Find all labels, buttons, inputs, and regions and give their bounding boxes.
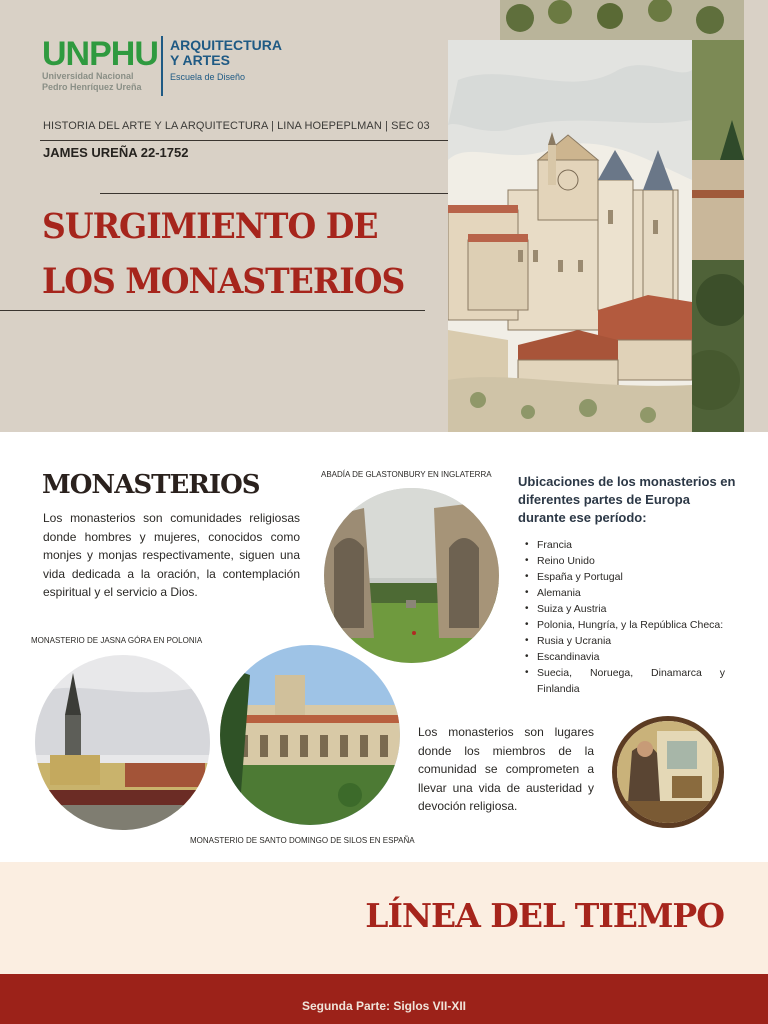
course-info: HISTORIA DEL ARTE Y LA ARQUITECTURA | LINA HOEPEPLMAN | SEC 03: [43, 120, 430, 132]
intro-paragraph: Los monasterios son comunidades religiosas donde hombres y mujeres, conocidos como monjes y monjas respectivamente, siguen una vida dedicada a la oración, la contemplación espiritual y el servicio a Dios.: [43, 511, 300, 599]
caption-jasna-gora: MONASTERIO DE JASNA GÓRA EN POLONIA: [31, 636, 203, 645]
caption-silos: MONASTERIO DE SANTO DOMINGO DE SILOS EN ESPAÑA: [190, 836, 415, 845]
list-item: • España y Portugal: [524, 569, 725, 585]
logo-faculty-line-1: ARQUITECTURA: [170, 37, 282, 53]
locations-heading: Ubicaciones de los monasterios en diferentes partes de Europa durante ese período:: [518, 474, 736, 525]
header-section: [0, 0, 768, 432]
divider-line: [0, 310, 425, 311]
list-item: • Alemania: [524, 585, 725, 601]
logo-wordmark: UNPHU: [42, 35, 158, 73]
list-item: • Francia: [524, 537, 725, 553]
logo-university-line-1: Universidad Nacional: [42, 71, 134, 81]
divider-line: [40, 140, 448, 141]
monk-painting-medallion: [612, 716, 724, 828]
timeline-subtitle: Segunda Parte: Siglos VII-XII: [301, 999, 467, 1013]
student-name: JAMES UREÑA 22-1752: [43, 145, 189, 160]
title-line-1: SURGIMIENTO DE: [42, 205, 378, 247]
list-item: • Rusia y Ucrania: [524, 633, 725, 649]
unphu-logo: [42, 36, 292, 98]
timeline-title: LÍNEA DEL TIEMPO: [365, 896, 724, 935]
list-item: • Polonia, Hungría, y la República Checa:: [524, 617, 725, 633]
logo-divider: [161, 36, 163, 96]
logo-university-name: [42, 71, 142, 93]
logo-faculty-line-2: Y ARTES: [170, 52, 230, 68]
logo-university-line-2: Pedro Henríquez Ureña: [42, 82, 142, 92]
jasna-gora-monastery-photo: [35, 655, 210, 830]
santo-domingo-de-silos-photo: [220, 645, 400, 825]
logo-school: Escuela de Diseño: [170, 72, 246, 82]
divider-line: [100, 193, 448, 194]
list-item: • Reino Unido: [524, 553, 725, 569]
locations-list: [524, 537, 725, 697]
monastery-watercolor-illustration: [448, 40, 692, 432]
section-title: MONASTERIOS: [42, 470, 260, 500]
page-title: [42, 199, 404, 308]
glastonbury-abbey-photo: [324, 488, 499, 663]
list-item: • Suecia, Noruega, Dinamarca y Finlandia: [524, 665, 725, 697]
commitment-paragraph: Los monasterios son lugares donde los miembros de la comunidad se comprometen a llevar una vida de austeridad y devoción religiosa.: [418, 725, 594, 813]
list-item: • Suiza y Austria: [524, 601, 725, 617]
logo-faculty: [170, 38, 282, 68]
caption-glastonbury: ABADÍA DE GLASTONBURY EN INGLATERRA: [321, 470, 492, 479]
title-line-2: LOS MONASTERIOS: [42, 260, 405, 302]
list-item: • Escandinavia: [524, 649, 725, 665]
